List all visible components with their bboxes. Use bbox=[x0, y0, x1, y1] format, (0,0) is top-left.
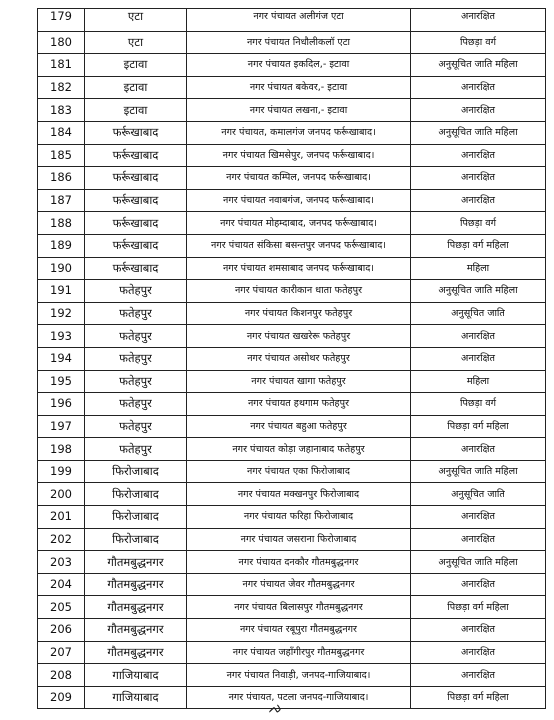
serial-number: 185 bbox=[50, 147, 72, 162]
table-row bbox=[38, 686, 546, 709]
nagar-panchayat-name: नगर पंचायत खिमसेपुर, जनपद फर्रूखाबाद। bbox=[222, 149, 375, 161]
reservation-category: अनारक्षित bbox=[461, 353, 495, 365]
serial-number-cell bbox=[38, 144, 85, 167]
nagar-panchayat-name-cell bbox=[187, 189, 411, 212]
reservation-category: पिछड़ा वर्ग महिला bbox=[447, 420, 509, 432]
nagar-panchayat-name: नगर पंचायत नवाबगंज, जनपद फर्रूखाबाद। bbox=[223, 195, 374, 207]
district-name-cell bbox=[85, 370, 187, 393]
table-row bbox=[38, 551, 546, 574]
nagar-panchayat-name-cell bbox=[187, 121, 411, 144]
nagar-panchayat-name: नगर पंचायत फरिहा फिरोजाबाद bbox=[243, 511, 354, 523]
serial-number-cell bbox=[38, 483, 85, 506]
reservation-category-cell bbox=[411, 641, 546, 664]
nagar-panchayat-name: नगर पंचायत, कमालगंज जनपद फर्रूखाबाद। bbox=[221, 127, 376, 139]
reservation-category-cell bbox=[411, 551, 546, 574]
nagar-panchayat-name-cell bbox=[187, 99, 411, 122]
district-name: फतेहपुर bbox=[119, 418, 152, 433]
serial-number-cell bbox=[38, 686, 85, 709]
reservation-category-cell bbox=[411, 506, 546, 529]
nagar-panchayat-name: नगर पंचायत खागा फतेहपुर bbox=[251, 375, 346, 387]
nagar-panchayat-name-cell bbox=[187, 144, 411, 167]
district-name-cell bbox=[85, 641, 187, 664]
table-row bbox=[38, 234, 546, 257]
nagar-panchayat-name-cell bbox=[187, 31, 411, 54]
district-name: फिरोजाबाद bbox=[112, 464, 159, 479]
nagar-panchayat-name-cell bbox=[187, 483, 411, 506]
district-name-cell bbox=[85, 121, 187, 144]
district-name-cell bbox=[85, 551, 187, 574]
reservation-category: अनारक्षित bbox=[461, 104, 495, 116]
serial-number: 190 bbox=[50, 260, 72, 275]
serial-number-cell bbox=[38, 31, 85, 54]
reservation-category-cell bbox=[411, 460, 546, 483]
district-name-cell bbox=[85, 393, 187, 416]
serial-number-cell bbox=[38, 302, 85, 325]
serial-number: 179 bbox=[50, 9, 72, 24]
reservation-category: अनारक्षित bbox=[461, 195, 495, 207]
nagar-panchayat-name-cell bbox=[187, 664, 411, 687]
district-name-cell bbox=[85, 234, 187, 257]
serial-number-cell bbox=[38, 189, 85, 212]
nagar-panchayat-name: नगर पंचायत संकिसा बसन्तपुर जनपद फर्रूखाबाद। bbox=[211, 240, 386, 252]
district-name: फतेहपुर bbox=[119, 328, 152, 343]
nagar-panchayat-name-cell bbox=[187, 596, 411, 619]
reservation-category: अनुसूचित जाति महिला bbox=[438, 127, 518, 139]
district-name: इटावा bbox=[123, 102, 148, 117]
table-row bbox=[38, 641, 546, 664]
table-row bbox=[38, 280, 546, 303]
serial-number: 197 bbox=[50, 418, 72, 433]
nagar-panchayat-name: नगर पंचायत असोथर फतेहपुर bbox=[247, 353, 350, 365]
district-name: गाजियाबाद bbox=[112, 667, 159, 682]
nagar-panchayat-name: नगर पंचायत खखरेरू फतेहपुर bbox=[246, 330, 351, 342]
reservation-category: महिला bbox=[466, 375, 490, 387]
reservation-category: पिछड़ा वर्ग महिला bbox=[447, 692, 509, 704]
serial-number: 180 bbox=[50, 34, 72, 49]
serial-number: 209 bbox=[50, 690, 72, 705]
nagar-panchayat-name: नगर पंचायत बकेवर,- इटावा bbox=[249, 82, 348, 94]
reservation-category: अनारक्षित bbox=[461, 82, 495, 94]
table-body bbox=[38, 9, 546, 709]
serial-number-cell bbox=[38, 506, 85, 529]
serial-number: 183 bbox=[50, 102, 72, 117]
reservation-category-cell bbox=[411, 302, 546, 325]
district-name: फर्रूखाबाद bbox=[112, 193, 159, 208]
nagar-panchayat-name-cell bbox=[187, 393, 411, 416]
nagar-panchayat-name: नगर पंचायत जहाँगीरपुर गौतमबुद्धनगर bbox=[232, 646, 365, 658]
serial-number: 205 bbox=[50, 599, 72, 614]
district-name: फर्रूखाबाद bbox=[112, 147, 159, 162]
reservation-category: पिछड़ा वर्ग bbox=[459, 217, 497, 229]
district-name: फर्रूखाबाद bbox=[112, 125, 159, 140]
district-name-cell bbox=[85, 325, 187, 348]
reservation-category-cell bbox=[411, 528, 546, 551]
district-name-cell bbox=[85, 347, 187, 370]
reservation-category-cell bbox=[411, 573, 546, 596]
district-name-cell bbox=[85, 664, 187, 687]
district-name-cell bbox=[85, 144, 187, 167]
serial-number-cell bbox=[38, 596, 85, 619]
district-name: गौतमबुद्धनगर bbox=[107, 599, 164, 614]
serial-number: 182 bbox=[50, 80, 72, 95]
serial-number-cell bbox=[38, 280, 85, 303]
nagar-panchayat-name: नगर पंचायत कोड़ा जहानाबाद फतेहपुर bbox=[232, 443, 365, 455]
district-name-cell bbox=[85, 76, 187, 99]
serial-number: 181 bbox=[50, 57, 72, 72]
nagar-panchayat-name-cell bbox=[187, 438, 411, 461]
serial-number: 195 bbox=[50, 373, 72, 388]
district-name: एटा bbox=[127, 34, 144, 49]
district-name: फतेहपुर bbox=[119, 283, 152, 298]
nagar-panchayat-name: नगर पंचायत, पटला जनपद-गाजियाबाद। bbox=[228, 692, 369, 704]
table-row bbox=[38, 99, 546, 122]
table-row bbox=[38, 393, 546, 416]
nagar-panchayat-name-cell bbox=[187, 686, 411, 709]
reservation-category-cell bbox=[411, 144, 546, 167]
nagar-panchayat-name-cell bbox=[187, 302, 411, 325]
district-name: फिरोजाबाद bbox=[112, 531, 159, 546]
reservation-category: अनारक्षित bbox=[461, 149, 495, 161]
reservation-category-cell bbox=[411, 415, 546, 438]
district-name: फतेहपुर bbox=[119, 396, 152, 411]
nagar-panchayat-name: नगर पंचायत कारीकान धाता फतेहपुर bbox=[234, 285, 363, 297]
district-name-cell bbox=[85, 528, 187, 551]
serial-number-cell bbox=[38, 121, 85, 144]
table-row bbox=[38, 167, 546, 190]
reservation-category-cell bbox=[411, 9, 546, 32]
nagar-panchayat-name-cell bbox=[187, 257, 411, 280]
nagar-panchayat-name: नगर पंचायत मक्खनपुर फिरोजाबाद bbox=[237, 488, 360, 500]
reservation-category-cell bbox=[411, 686, 546, 709]
serial-number-cell bbox=[38, 415, 85, 438]
nagar-panchayat-name: नगर पंचायत किशनपुर फतेहपुर bbox=[244, 308, 353, 320]
district-name-cell bbox=[85, 9, 187, 32]
district-name-cell bbox=[85, 167, 187, 190]
serial-number-cell bbox=[38, 257, 85, 280]
serial-number-cell bbox=[38, 76, 85, 99]
serial-number: 208 bbox=[50, 667, 72, 682]
reservation-category: अनुसूचित जाति महिला bbox=[438, 59, 518, 71]
reservation-category-cell bbox=[411, 99, 546, 122]
reservation-category-cell bbox=[411, 31, 546, 54]
serial-number-cell bbox=[38, 167, 85, 190]
table-row bbox=[38, 121, 546, 144]
district-name: फिरोजाबाद bbox=[112, 509, 159, 524]
serial-number: 207 bbox=[50, 644, 72, 659]
district-name: गौतमबुद्धनगर bbox=[107, 622, 164, 637]
serial-number-cell bbox=[38, 370, 85, 393]
reservation-category-cell bbox=[411, 393, 546, 416]
table-row bbox=[38, 528, 546, 551]
serial-number: 204 bbox=[50, 577, 72, 592]
district-name: फतेहपुर bbox=[119, 373, 152, 388]
reservation-category: पिछड़ा वर्ग महिला bbox=[447, 601, 509, 613]
district-name-cell bbox=[85, 573, 187, 596]
nagar-panchayat-name: नगर पंचायत इकदिल,- इटावा bbox=[247, 59, 350, 71]
serial-number: 187 bbox=[50, 193, 72, 208]
nagar-panchayat-name-cell bbox=[187, 54, 411, 77]
serial-number: 186 bbox=[50, 170, 72, 185]
nagar-panchayat-name-cell bbox=[187, 347, 411, 370]
serial-number-cell bbox=[38, 619, 85, 642]
table-row bbox=[38, 76, 546, 99]
serial-number: 192 bbox=[50, 306, 72, 321]
reservation-category-cell bbox=[411, 234, 546, 257]
serial-number: 191 bbox=[50, 283, 72, 298]
serial-number: 194 bbox=[50, 351, 72, 366]
district-name: फर्रूखाबाद bbox=[112, 215, 159, 230]
nagar-panchayat-name: नगर पंचायत लखना,- इटावा bbox=[249, 104, 348, 116]
district-name-cell bbox=[85, 212, 187, 235]
reservation-category-cell bbox=[411, 596, 546, 619]
serial-number-cell bbox=[38, 664, 85, 687]
table-row bbox=[38, 370, 546, 393]
nagar-panchayat-name-cell bbox=[187, 76, 411, 99]
table-row bbox=[38, 415, 546, 438]
reservation-category-cell bbox=[411, 347, 546, 370]
reservation-category: अनारक्षित bbox=[461, 669, 495, 681]
table-row bbox=[38, 506, 546, 529]
nagar-panchayat-name: नगर पंचायत हथगाम फतेहपुर bbox=[247, 398, 350, 410]
table-row bbox=[38, 54, 546, 77]
serial-number-cell bbox=[38, 528, 85, 551]
nagar-panchayat-name-cell bbox=[187, 528, 411, 551]
reservation-category-cell bbox=[411, 54, 546, 77]
nagar-panchayat-name-cell bbox=[187, 460, 411, 483]
serial-number-cell bbox=[38, 438, 85, 461]
nagar-panchayat-name: नगर पंचायत रबूपुरा गौतमबुद्धनगर bbox=[239, 624, 357, 636]
district-name: फर्रूखाबाद bbox=[112, 170, 159, 185]
table-row bbox=[38, 483, 546, 506]
reservation-category: अनुसूचित जाति महिला bbox=[438, 466, 518, 478]
nagar-panchayat-name-cell bbox=[187, 370, 411, 393]
district-name-cell bbox=[85, 619, 187, 642]
nagar-panchayat-name-cell bbox=[187, 280, 411, 303]
serial-number: 188 bbox=[50, 215, 72, 230]
district-name: एटा bbox=[127, 9, 144, 24]
district-name: गाजियाबाद bbox=[112, 690, 159, 705]
serial-number-cell bbox=[38, 99, 85, 122]
district-name-cell bbox=[85, 54, 187, 77]
reservation-category: अनारक्षित bbox=[461, 443, 495, 455]
serial-number-cell bbox=[38, 54, 85, 77]
reservation-category: अनारक्षित bbox=[461, 579, 495, 591]
serial-number: 196 bbox=[50, 396, 72, 411]
reservation-category: अनुसूचित जाति bbox=[451, 308, 505, 320]
reservation-category: अनुसूचित जाति महिला bbox=[438, 556, 518, 568]
district-name-cell bbox=[85, 189, 187, 212]
reservation-category-cell bbox=[411, 664, 546, 687]
table-row bbox=[38, 144, 546, 167]
serial-number-cell bbox=[38, 393, 85, 416]
nagar-panchayat-name: नगर पंचायत दनकौर गौतमबुद्धनगर bbox=[238, 556, 359, 568]
serial-number-cell bbox=[38, 460, 85, 483]
serial-number-cell bbox=[38, 9, 85, 32]
reservation-category: महिला bbox=[466, 262, 490, 274]
district-name-cell bbox=[85, 280, 187, 303]
reservation-category: अनारक्षित bbox=[461, 172, 495, 184]
reservation-category-cell bbox=[411, 212, 546, 235]
table-row bbox=[38, 9, 546, 32]
serial-number-cell bbox=[38, 212, 85, 235]
serial-number-cell bbox=[38, 641, 85, 664]
reservation-table bbox=[37, 8, 546, 709]
nagar-panchayat-name-cell bbox=[187, 415, 411, 438]
reservation-category-cell bbox=[411, 189, 546, 212]
district-name-cell bbox=[85, 31, 187, 54]
table-row bbox=[38, 596, 546, 619]
district-name: गौतमबुद्धनगर bbox=[107, 577, 164, 592]
nagar-panchayat-name-cell bbox=[187, 234, 411, 257]
serial-number: 202 bbox=[50, 531, 72, 546]
reservation-category: अनारक्षित bbox=[461, 511, 495, 523]
reservation-category-cell bbox=[411, 280, 546, 303]
district-name-cell bbox=[85, 302, 187, 325]
nagar-panchayat-name: नगर पंचायत जसराना फिरोजाबाद bbox=[240, 533, 357, 545]
table-row bbox=[38, 573, 546, 596]
nagar-panchayat-name: नगर पंचायत बहुआ फतेहपुर bbox=[250, 420, 347, 432]
table-row bbox=[38, 325, 546, 348]
nagar-panchayat-name: नगर पंचायत अलीगंज एटा bbox=[253, 11, 344, 23]
nagar-panchayat-name-cell bbox=[187, 641, 411, 664]
reservation-category-cell bbox=[411, 257, 546, 280]
reservation-category-cell bbox=[411, 483, 546, 506]
district-name: फर्रूखाबाद bbox=[112, 238, 159, 253]
table-row bbox=[38, 302, 546, 325]
reservation-category: पिछड़ा वर्ग bbox=[459, 398, 497, 410]
serial-number-cell bbox=[38, 347, 85, 370]
serial-number: 184 bbox=[50, 125, 72, 140]
nagar-panchayat-name-cell bbox=[187, 212, 411, 235]
reservation-category: अनारक्षित bbox=[461, 330, 495, 342]
serial-number-cell bbox=[38, 551, 85, 574]
serial-number: 203 bbox=[50, 554, 72, 569]
table-row bbox=[38, 664, 546, 687]
district-name-cell bbox=[85, 438, 187, 461]
district-name: गौतमबुद्धनगर bbox=[107, 554, 164, 569]
nagar-panchayat-name: नगर पंचायत निधौलीकलॉ एटा bbox=[246, 36, 351, 48]
reservation-category: पिछड़ा वर्ग bbox=[459, 36, 497, 48]
district-name: फर्रूखाबाद bbox=[112, 260, 159, 275]
table-row bbox=[38, 257, 546, 280]
serial-number: 206 bbox=[50, 622, 72, 637]
nagar-panchayat-name: नगर पंचायत शमसाबाद जनपद फर्रूखाबाद। bbox=[222, 262, 375, 274]
reservation-category-cell bbox=[411, 438, 546, 461]
serial-number: 199 bbox=[50, 464, 72, 479]
reservation-category-cell bbox=[411, 167, 546, 190]
reservation-category: पिछड़ा वर्ग महिला bbox=[447, 240, 509, 252]
district-name: फतेहपुर bbox=[119, 441, 152, 456]
district-name: फतेहपुर bbox=[119, 351, 152, 366]
nagar-panchayat-name: नगर पंचायत निवाड़ी, जनपद-गाजियाबाद। bbox=[226, 669, 371, 681]
nagar-panchayat-name: नगर पंचायत बिलासपुर गौतमबुद्धनगर bbox=[234, 601, 363, 613]
district-name-cell bbox=[85, 686, 187, 709]
nagar-panchayat-name: नगर पंचायत कम्पिल, जनपद फर्रूखाबाद। bbox=[226, 172, 371, 184]
district-name-cell bbox=[85, 99, 187, 122]
nagar-panchayat-name-cell bbox=[187, 167, 411, 190]
nagar-panchayat-name: नगर पंचायत एका फिरोजाबाद bbox=[247, 466, 350, 478]
nagar-panchayat-name-cell bbox=[187, 573, 411, 596]
table-row bbox=[38, 347, 546, 370]
nagar-panchayat-name-cell bbox=[187, 551, 411, 574]
serial-number: 198 bbox=[50, 441, 72, 456]
nagar-panchayat-name: नगर पंचायत जेवर गौतमबुद्धनगर bbox=[242, 579, 355, 591]
table-row bbox=[38, 189, 546, 212]
table-row bbox=[38, 438, 546, 461]
table-row bbox=[38, 460, 546, 483]
district-name-cell bbox=[85, 483, 187, 506]
serial-number-cell bbox=[38, 325, 85, 348]
district-name: इटावा bbox=[123, 57, 148, 72]
district-name: फिरोजाबाद bbox=[112, 486, 159, 501]
reservation-category-cell bbox=[411, 370, 546, 393]
district-name-cell bbox=[85, 460, 187, 483]
nagar-panchayat-name-cell bbox=[187, 9, 411, 32]
district-name-cell bbox=[85, 506, 187, 529]
reservation-category-cell bbox=[411, 76, 546, 99]
serial-number: 201 bbox=[50, 509, 72, 524]
serial-number-cell bbox=[38, 573, 85, 596]
nagar-panchayat-name-cell bbox=[187, 506, 411, 529]
district-name-cell bbox=[85, 415, 187, 438]
district-name: इटावा bbox=[123, 80, 148, 95]
reservation-category: अनुसूचित जाति bbox=[451, 488, 505, 500]
nagar-panchayat-name-cell bbox=[187, 619, 411, 642]
district-name-cell bbox=[85, 257, 187, 280]
serial-number: 193 bbox=[50, 328, 72, 343]
reservation-category: अनुसूचित जाति महिला bbox=[438, 285, 518, 297]
reservation-category-cell bbox=[411, 325, 546, 348]
nagar-panchayat-name: नगर पंचायत मोहम्दाबाद, जनपद फर्रूखाबाद। bbox=[220, 217, 377, 229]
signature-mark: ᨄ bbox=[268, 701, 282, 717]
reservation-category: अनारक्षित bbox=[461, 624, 495, 636]
table-row bbox=[38, 31, 546, 54]
district-name-cell bbox=[85, 596, 187, 619]
serial-number-cell bbox=[38, 234, 85, 257]
nagar-panchayat-name-cell bbox=[187, 325, 411, 348]
district-name: गौतमबुद्धनगर bbox=[107, 644, 164, 659]
reservation-category: अनारक्षित bbox=[461, 533, 495, 545]
serial-number: 200 bbox=[50, 486, 72, 501]
reservation-category-cell bbox=[411, 121, 546, 144]
serial-number: 189 bbox=[50, 238, 72, 253]
reservation-category-cell bbox=[411, 619, 546, 642]
reservation-category: अनारक्षित bbox=[461, 11, 495, 23]
table-row bbox=[38, 212, 546, 235]
district-name: फतेहपुर bbox=[119, 306, 152, 321]
table-row bbox=[38, 619, 546, 642]
reservation-category: अनारक्षित bbox=[461, 646, 495, 658]
